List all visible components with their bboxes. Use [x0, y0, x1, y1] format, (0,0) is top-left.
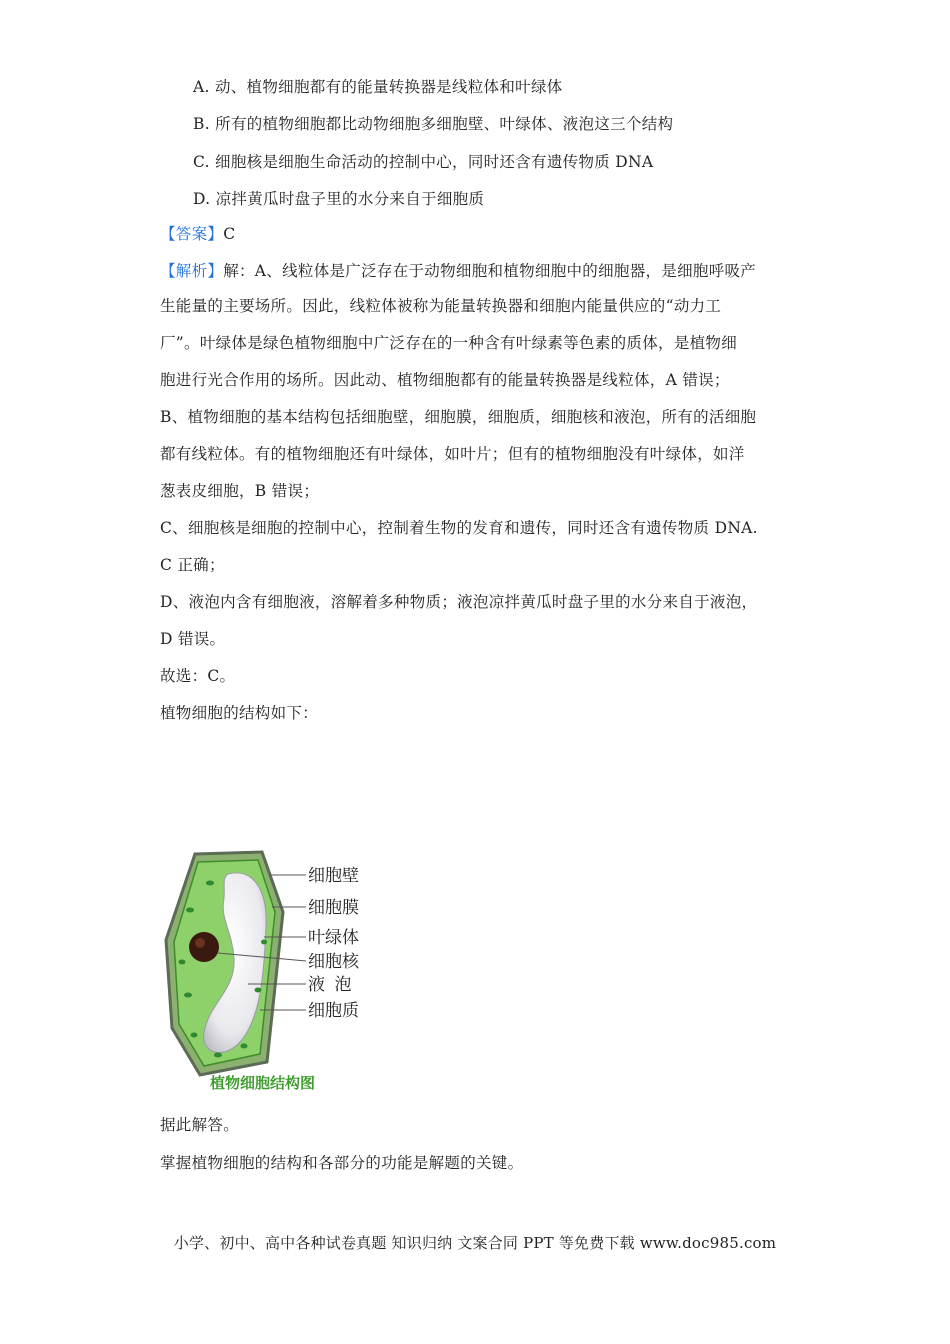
page-footer: 小学、初中、高中各种试卷真题 知识归纳 文案合同 PPT 等免费下载 www.doc985.com: [173, 1234, 777, 1252]
analysis-text: 解：A、线粒体是广泛存在于动物细胞和植物细胞中的细胞器，是细胞呼吸产: [223, 262, 757, 280]
analysis-line-9: C 正确；: [160, 556, 225, 574]
analysis-line-5: B、植物细胞的基本结构包括细胞壁，细胞膜，细胞质，细胞核和液泡，所有的活细胞: [160, 408, 757, 426]
after-line-1: 据此解答。: [160, 1116, 240, 1134]
figure-caption: 植物细胞结构图: [210, 1075, 316, 1092]
analysis-line-10: D、液泡内含有细胞液，溶解着多种物质；液泡凉拌黄瓜时盘子里的水分来自于液泡，: [160, 593, 758, 611]
label-nucleus: 细胞核: [308, 952, 359, 971]
label-chloroplast: 叶绿体: [308, 928, 359, 947]
nucleus: [189, 932, 219, 962]
label-vacuole: 液 泡: [308, 975, 352, 994]
analysis-line-8: C、细胞核是细胞的控制中心，控制着生物的发育和遗传，同时还含有遗传物质 DNA.: [160, 519, 758, 537]
analysis-line-2: 生能量的主要场所。因此，线粒体被称为能量转换器和细胞内能量供应的“动力工: [160, 297, 722, 315]
plant-cell-figure: [160, 850, 370, 1095]
label-cell-membrane: 细胞膜: [308, 898, 359, 917]
option-d: D. 凉拌黄瓜时盘子里的水分来自于细胞质: [193, 190, 485, 208]
option-a: A. 动、植物细胞都有的能量转换器是线粒体和叶绿体: [193, 78, 563, 96]
answer-line: [160, 224, 235, 244]
analysis-line-4: 胞进行光合作用的场所。因此动、植物细胞都有的能量转换器是线粒体，A 错误；: [160, 371, 730, 389]
after-line-2: 掌握植物细胞的结构和各部分的功能是解题的关键。: [160, 1154, 524, 1172]
analysis-tag: 【解析】: [160, 262, 224, 280]
analysis-line-6: 都有线粒体。有的植物细胞还有叶绿体，如叶片；但有的植物细胞没有叶绿体，如洋: [160, 445, 745, 463]
option-c: C. 细胞核是细胞生命活动的控制中心，同时还含有遗传物质 DNA: [193, 153, 654, 171]
analysis-line-1: [160, 261, 756, 281]
label-cell-wall: 细胞壁: [308, 866, 359, 885]
analysis-line-12: 故选：C。: [160, 667, 236, 685]
plant-cell-diagram: [160, 850, 370, 1095]
analysis-line-11: D 错误。: [160, 630, 226, 648]
analysis-line-7: 葱表皮细胞，B 错误；: [160, 482, 320, 500]
label-cytoplasm: 细胞质: [308, 1001, 359, 1020]
option-b: B. 所有的植物细胞都比动物细胞多细胞壁、叶绿体、液泡这三个结构: [193, 115, 674, 133]
analysis-line-13: 植物细胞的结构如下：: [160, 704, 319, 722]
answer-tag: 【答案】: [160, 225, 224, 243]
analysis-line-3: 厂”。叶绿体是绿色植物细胞中广泛存在的一种含有叶绿素等色素的质体，是植物细: [160, 334, 738, 352]
answer-text: C: [223, 225, 236, 243]
